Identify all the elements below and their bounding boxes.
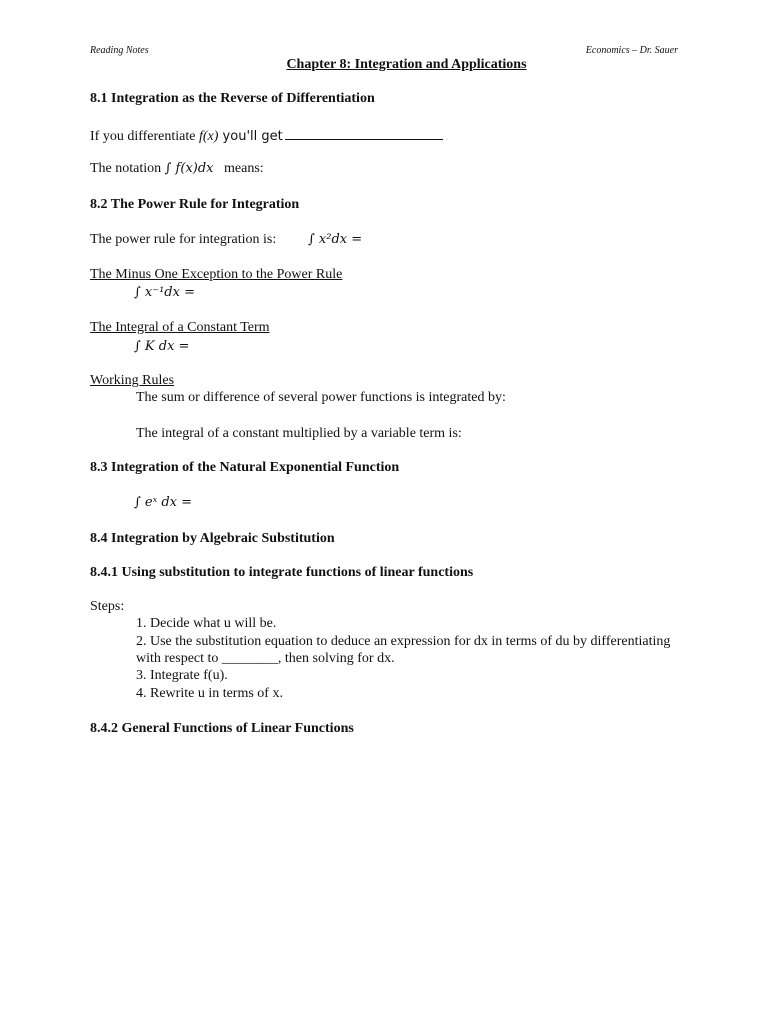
power-rule-integral: ∫ x²dx = — [308, 232, 363, 247]
step-2-line-2: with respect to ________, then solving for dx. — [136, 651, 395, 666]
step-4: 4. Rewrite u in terms of x. — [136, 686, 283, 701]
header-right: Economics – Dr. Sauer — [585, 45, 678, 56]
differentiate-line — [90, 127, 448, 145]
notation-line — [90, 161, 264, 177]
fx-symbol: f(x) — [198, 129, 219, 144]
section-8-3-heading: 8.3 Integration of the Natural Exponential Function — [90, 460, 400, 475]
working-rule-sum: The sum or difference of several power functions is integrated by: — [136, 390, 506, 405]
section-8-2-heading: 8.2 The Power Rule for Integration — [90, 197, 300, 212]
answer-blank — [285, 127, 443, 140]
constant-term-integral: ∫ K dx = — [134, 339, 190, 354]
header-left: Reading Notes — [90, 45, 149, 56]
power-rule-line — [90, 232, 276, 248]
power-rule-text: The power rule for integration is: — [90, 232, 277, 247]
means-text: means: — [224, 161, 264, 176]
notation-integral: ∫ f(x)dx — [164, 161, 214, 176]
constant-term-heading: The Integral of a Constant Term — [90, 320, 270, 335]
working-rules-heading: Working Rules — [90, 373, 175, 388]
youll-get-text: you'll get — [218, 129, 283, 144]
section-8-4-heading: 8.4 Integration by Algebraic Substitution — [90, 531, 335, 546]
step-2-line-1: 2. Use the substitution equation to deduce an expression for dx in terms of du by differentiating — [136, 634, 671, 649]
minus-one-heading: The Minus One Exception to the Power Rule — [90, 267, 343, 282]
notation-text: The notation — [90, 161, 165, 176]
steps-label: Steps: — [90, 599, 125, 614]
differentiate-text: If you differentiate — [90, 129, 199, 144]
working-rule-constant: The integral of a constant multiplied by a variable term is: — [136, 426, 462, 441]
section-8-4-2-heading: 8.4.2 General Functions of Linear Functions — [90, 721, 354, 736]
page-title: Chapter 8: Integration and Applications — [286, 57, 527, 72]
section-8-4-1-heading: 8.4.1 Using substitution to integrate functions of linear functions — [90, 565, 474, 580]
minus-one-integral: ∫ x⁻¹dx = — [134, 285, 195, 300]
step-1: 1. Decide what u will be. — [136, 616, 277, 631]
section-8-1-heading: 8.1 Integration as the Reverse of Differentiation — [90, 91, 375, 106]
step-3: 3. Integrate f(u). — [136, 668, 228, 683]
trailing-dot: . — [446, 136, 449, 142]
exponential-integral: ∫ eˣ dx = — [134, 495, 193, 510]
